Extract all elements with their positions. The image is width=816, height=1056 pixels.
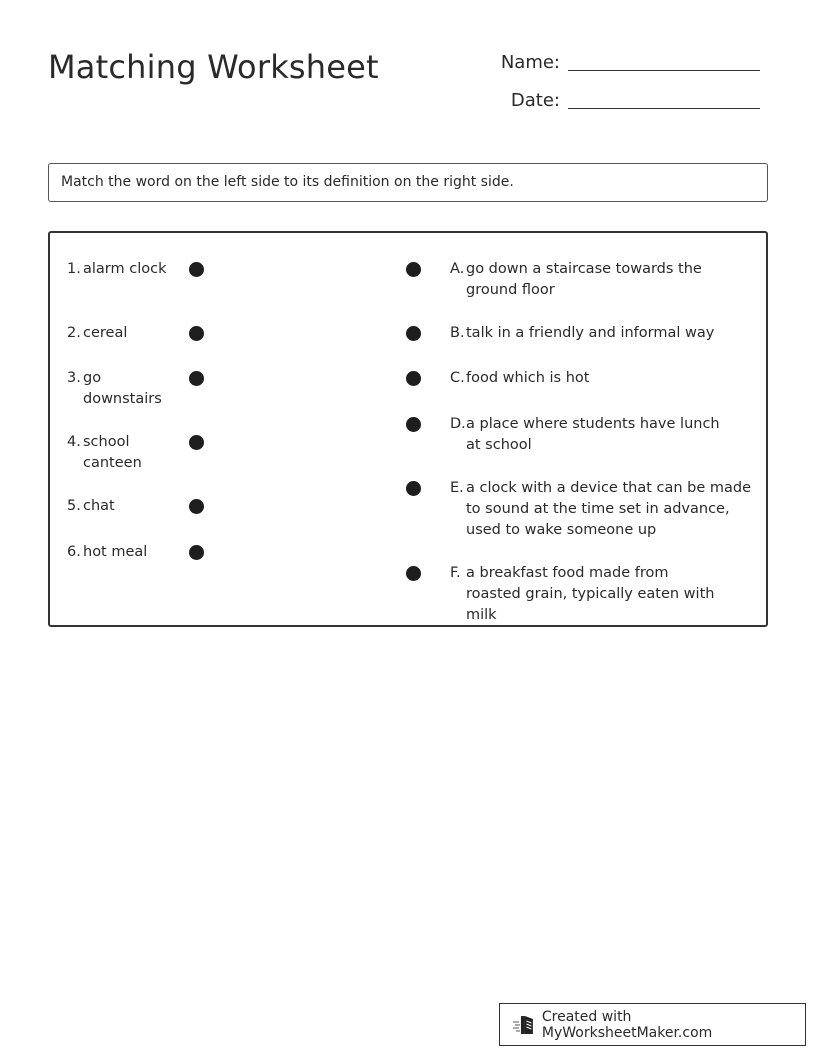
word-text: go downstairs (83, 370, 162, 407)
definition-letter: F. (450, 565, 461, 581)
definition-letter: D. (450, 416, 466, 432)
word-text: hot meal (83, 544, 148, 560)
name-field (484, 52, 760, 73)
name-blank-line[interactable] (568, 70, 760, 71)
word-number: 3. (67, 370, 81, 386)
matching-area (48, 231, 768, 627)
word-number: 4. (67, 434, 81, 450)
definition-item-f (450, 563, 755, 626)
word-dot-3[interactable] (189, 371, 204, 386)
definition-item-a (450, 259, 755, 301)
definition-text: talk in a friendly and informal way (466, 325, 715, 341)
definition-text: a breakfast food made from roasted grain, typically eaten with milk (466, 565, 715, 623)
date-blank-line[interactable] (568, 108, 760, 109)
word-text: alarm clock (83, 261, 167, 277)
definition-letter: A. (450, 261, 465, 277)
word-text: chat (83, 498, 115, 514)
date-field (484, 90, 760, 111)
word-dot-1[interactable] (189, 262, 204, 277)
footer-credit-badge[interactable] (499, 1003, 806, 1046)
definition-letter: B. (450, 325, 465, 341)
word-text: cereal (83, 325, 128, 341)
definition-item-b (450, 323, 755, 344)
word-item-3 (67, 368, 187, 410)
definition-text: go down a staircase towards the ground floor (466, 261, 702, 298)
definition-dot-b[interactable] (406, 326, 421, 341)
definition-dot-f[interactable] (406, 566, 421, 581)
word-number: 6. (67, 544, 81, 560)
page-title: Matching Worksheet (48, 48, 379, 86)
worksheet-maker-logo-icon (512, 1013, 536, 1037)
word-item-6 (67, 542, 187, 563)
word-dot-4[interactable] (189, 435, 204, 450)
word-number: 5. (67, 498, 81, 514)
word-item-4 (67, 432, 187, 474)
date-label: Date: (510, 90, 560, 111)
definition-dot-c[interactable] (406, 371, 421, 386)
name-label: Name: (500, 52, 560, 73)
word-number: 1. (67, 261, 81, 277)
definition-dot-d[interactable] (406, 417, 421, 432)
word-item-5 (67, 496, 187, 517)
footer-credit-text: Created with MyWorksheetMaker.com (541, 1008, 713, 1041)
word-item-2 (67, 323, 187, 344)
definition-text: food which is hot (466, 370, 590, 386)
definition-dot-e[interactable] (406, 481, 421, 496)
word-dot-2[interactable] (189, 326, 204, 341)
word-dot-5[interactable] (189, 499, 204, 514)
definition-text: a clock with a device that can be made to sound at the time set in advance, used to wake someone up (466, 480, 752, 538)
definition-letter: E. (450, 480, 464, 496)
definition-text: a place where students have lunch at school (466, 416, 720, 453)
word-item-1 (67, 259, 187, 280)
word-number: 2. (67, 325, 81, 341)
instructions-box: Match the word on the left side to its definition on the right side. (48, 163, 768, 202)
definition-item-e (450, 478, 755, 541)
definition-letter: C. (450, 370, 465, 386)
definition-dot-a[interactable] (406, 262, 421, 277)
word-text: school canteen (83, 434, 142, 471)
word-dot-6[interactable] (189, 545, 204, 560)
definition-item-c (450, 368, 755, 389)
definition-item-d (450, 414, 755, 456)
